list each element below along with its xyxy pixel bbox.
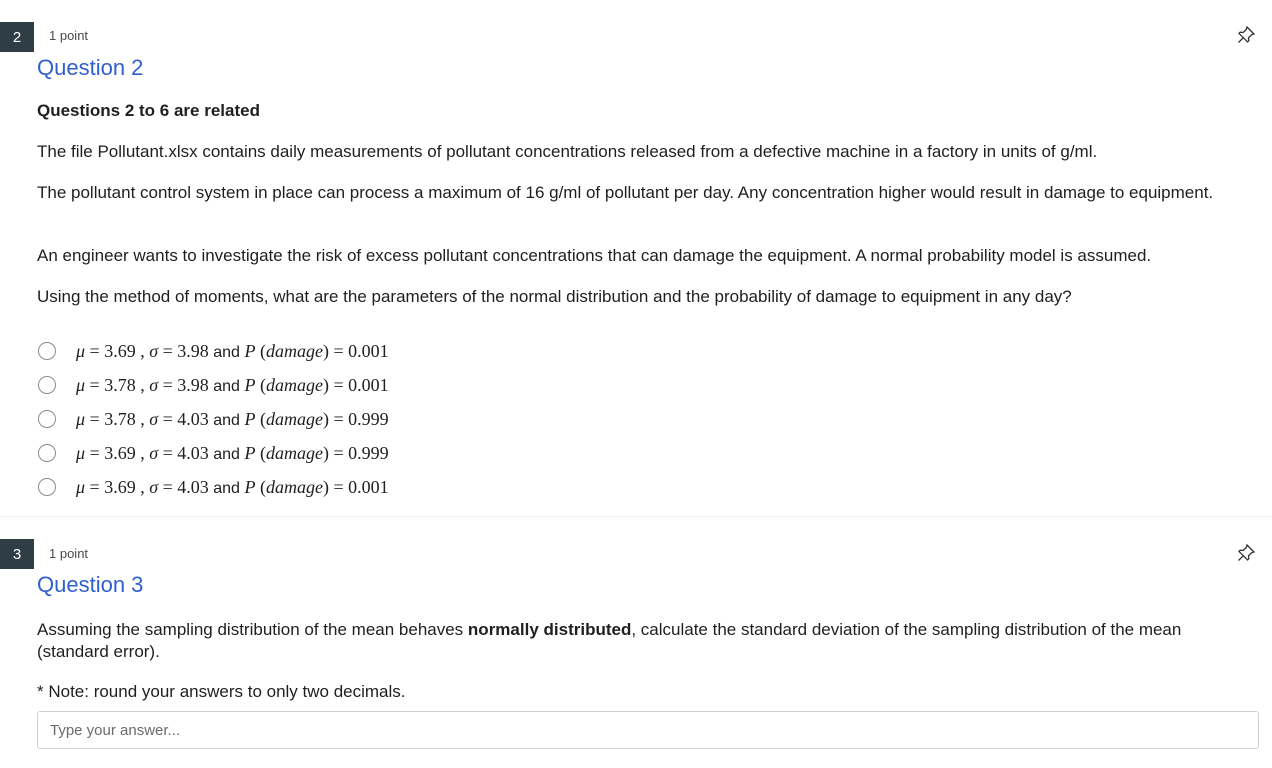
pin-icon[interactable] (1235, 24, 1257, 46)
option-math: μ = 3.69 , σ = 4.03 and P (damage) = 0.001 (76, 476, 389, 497)
answer-option[interactable] (37, 334, 389, 368)
answer-options (37, 334, 389, 504)
question-paragraph: The file Pollutant.xlsx contains daily measurements of pollutant concentrations released from a defective machine in a factory in units of g/ml. (37, 142, 1098, 161)
question-paragraph: The pollutant control system in place can process a maximum of 16 g/ml of pollutant per day. Any concentration higher would result in damage to equipment. (37, 183, 1214, 202)
answer-option[interactable] (37, 436, 389, 470)
answer-option[interactable] (37, 368, 389, 402)
question-title: Question 2 (37, 55, 144, 80)
option-math: μ = 3.69 , σ = 3.98 and P (damage) = 0.001 (76, 340, 389, 361)
option-math: μ = 3.78 , σ = 4.03 and P (damage) = 0.999 (76, 408, 389, 429)
question-title: Question 3 (37, 572, 144, 597)
radio-button[interactable] (38, 478, 56, 496)
question-points: 1 point (49, 546, 89, 561)
answer-option[interactable] (37, 470, 389, 504)
question-intro: Questions 2 to 6 are related (37, 101, 260, 120)
option-math: μ = 3.78 , σ = 3.98 and P (damage) = 0.001 (76, 374, 389, 395)
question-number-badge: 3 (0, 539, 34, 569)
radio-button[interactable] (38, 376, 56, 394)
question-paragraph: An engineer wants to investigate the risk of excess pollutant concentrations that can damage the equipment. A normal probability model is assumed. (37, 246, 1152, 265)
question-prompt: Using the method of moments, what are the parameters of the normal distribution and the probability of damage to equipment in any day? (37, 287, 1072, 306)
question-points: 1 point (49, 28, 89, 43)
radio-button[interactable] (38, 342, 56, 360)
option-math: μ = 3.69 , σ = 4.03 and P (damage) = 0.999 (76, 442, 389, 463)
question-divider (0, 516, 1272, 517)
answer-option[interactable] (37, 402, 389, 436)
answer-input[interactable] (37, 711, 1259, 749)
pin-icon[interactable] (1235, 542, 1257, 564)
question-note: * Note: round your answers to only two decimals. (37, 682, 406, 701)
radio-button[interactable] (38, 444, 56, 462)
question-paragraph: Assuming the sampling distribution of the mean behaves normally distributed, calculate the standard deviation of the sampling distribution of the mean (standard error). (37, 620, 1182, 661)
radio-button[interactable] (38, 410, 56, 428)
question-number-badge: 2 (0, 22, 34, 52)
